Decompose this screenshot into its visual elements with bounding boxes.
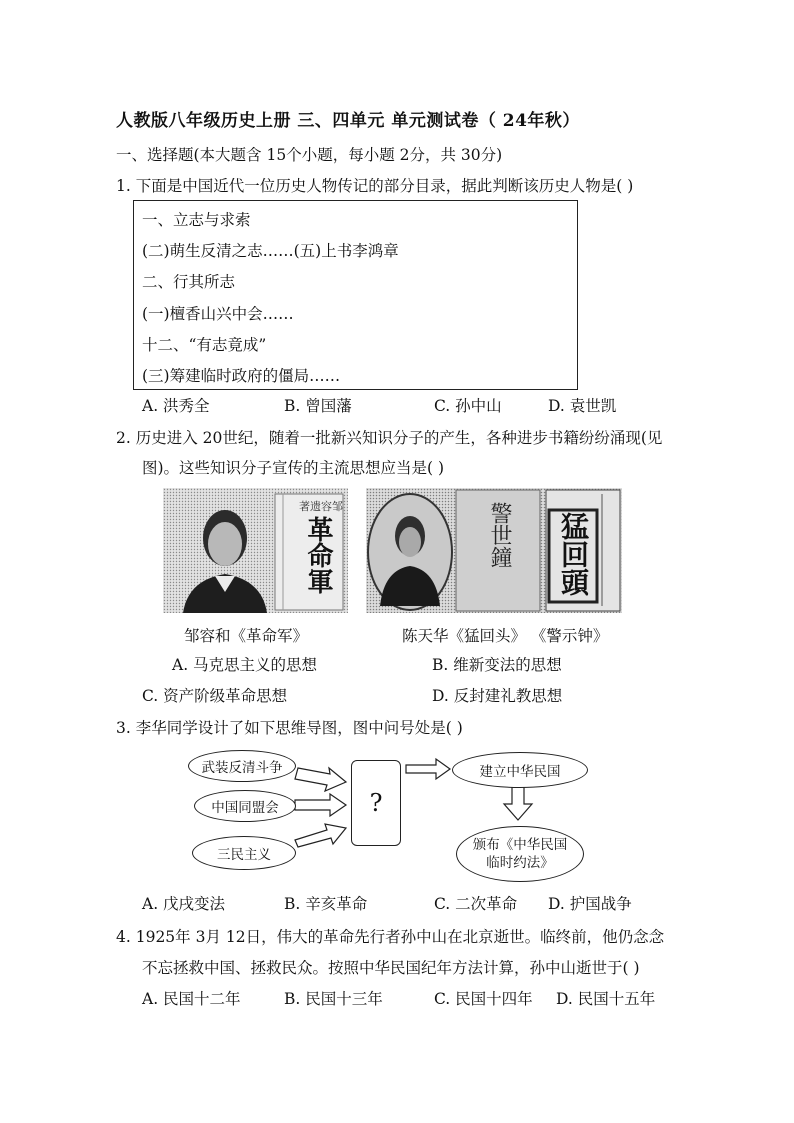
q2-stem-line1: 2. 历史进入 20世纪，随着一批新兴知识分子的产生，各种进步书籍纷纷涌现(见: [116, 429, 663, 447]
q1-option-d: D. 袁世凯: [548, 397, 617, 415]
section-header: 一、选择题(本大题含 15个小题，每小题 2分，共 30分): [116, 146, 503, 164]
q3-option-c: C. 二次革命: [434, 895, 518, 913]
q4-option-d: D. 民国十五年: [556, 990, 656, 1008]
q1-option-b: B. 曾国藩: [284, 397, 352, 415]
node-tongmenghui: 中国同盟会: [194, 790, 296, 822]
node-question-mark: ?: [351, 760, 401, 846]
q2-option-a: A. 马克思主义的思想: [172, 656, 318, 674]
q1-box-line: 十二、“有志竟成”: [142, 336, 267, 354]
arrow-right-icon: [406, 759, 450, 779]
q2-stem-line2: 图)。这些知识分子宣传的主流思想应当是( ): [142, 459, 445, 477]
q1-box-line: (二)萌生反清之志……(五)上书李鸿章: [142, 242, 399, 260]
node-provisional-line2: 临时约法》: [486, 855, 554, 871]
q2-option-c: C. 资产阶级革命思想: [142, 687, 288, 705]
page-title: 人教版八年级历史上册 三、四单元 单元测试卷（ 24年秋）: [116, 111, 580, 131]
arrow-icon: [295, 768, 346, 847]
q1-box-line: 一、立志与求索: [142, 211, 251, 229]
book-look-back-title: 猛回頭: [557, 512, 590, 596]
q3-option-a: A. 戊戌变法: [142, 895, 226, 913]
chen-tianhua-image: [366, 488, 622, 613]
book-small-title: 著遗容邹: [299, 500, 343, 513]
book-alarm-bell-title: 警世鐘: [487, 502, 512, 568]
caption-chen-tianhua: 陈天华《猛回头》 《警示钟》: [402, 627, 609, 645]
node-armed-struggle: 武装反清斗争: [188, 750, 296, 782]
q1-box-line: (三)筹建临时政府的僵局……: [142, 367, 341, 385]
node-establish-roc: 建立中华民国: [452, 752, 588, 788]
q1-box-line: (一)檀香山兴中会……: [142, 305, 294, 323]
q2-option-b: B. 维新变法的思想: [432, 656, 562, 674]
q4-option-a: A. 民国十二年: [142, 990, 241, 1008]
node-provisional-constitution: [456, 826, 584, 882]
caption-zou-rong: 邹容和《革命军》: [184, 627, 309, 645]
q1-box-line: 二、行其所志: [142, 273, 236, 291]
q2-option-d: D. 反封建礼教思想: [432, 687, 563, 705]
q3-option-d: D. 护国战争: [548, 895, 632, 913]
q1-contents-box: [133, 200, 578, 390]
book-revolutionary-army-title: 革命軍: [303, 516, 333, 594]
arrow-down-icon: [504, 786, 532, 820]
q3-stem: 3. 李华同学设计了如下思维导图，图中问号处是( ): [116, 719, 463, 737]
q1-stem: 1. 下面是中国近代一位历史人物传记的部分目录，据此判断该历史人物是( ): [116, 177, 634, 195]
q4-stem-line2: 不忘拯救中国、拯救民众。按照中华民国纪年方法计算，孙中山逝世于( ): [142, 959, 640, 977]
zou-rong-image: [163, 488, 348, 613]
q4-option-b: B. 民国十三年: [284, 990, 383, 1008]
node-provisional-line1: 颁布《中华民国: [472, 837, 568, 853]
q4-option-c: C. 民国十四年: [434, 990, 533, 1008]
node-three-principles: 三民主义: [192, 836, 296, 870]
q1-option-a: A. 洪秀全: [142, 397, 210, 415]
q4-stem-line1: 4. 1925年 3月 12日，伟大的革命先行者孙中山在北京逝世。临终前，他仍念念: [116, 928, 665, 946]
q1-option-c: C. 孙中山: [434, 397, 502, 415]
q3-option-b: B. 辛亥革命: [284, 895, 368, 913]
